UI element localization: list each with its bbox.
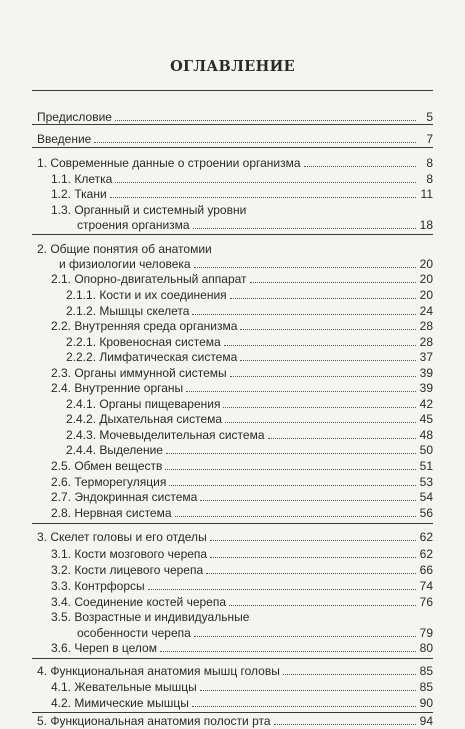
- toc-entry-text: Предисловие: [37, 110, 112, 124]
- toc-entry-section: [51, 318, 433, 334]
- toc-entry-section: [51, 679, 433, 695]
- toc-entry-page: 62: [419, 547, 433, 561]
- toc-entry-chapter-3: [37, 529, 433, 545]
- toc-entry-introduction: [37, 131, 433, 147]
- toc-entry-subsection: [66, 396, 433, 412]
- toc-entry-section: [51, 562, 433, 578]
- toc-entry-page: 20: [419, 272, 433, 286]
- toc-entry-page: 66: [419, 563, 433, 577]
- toc-entry-text: 2.1.1. Кости и их соединения: [66, 288, 227, 302]
- toc-entry-page: 11: [420, 187, 433, 201]
- toc-entry-text: 2.1. Опорно-двигательный аппарат: [51, 272, 247, 286]
- toc-entry-text: 5. Функциональная анатомия полости рта: [37, 714, 271, 728]
- toc-entry-section: [51, 171, 433, 187]
- toc-entry-section: [51, 380, 433, 396]
- toc-entry-text: 1.3. Органный и системный уровни: [51, 203, 247, 217]
- toc-entry-text: 4.1. Жевательные мышцы: [51, 680, 197, 694]
- toc-entry-page: 20: [419, 288, 433, 302]
- toc-entry-page: 39: [419, 381, 433, 395]
- toc-entry-text: 2.6. Терморегуляция: [51, 475, 167, 489]
- toc-entry-text: 2.7. Эндокринная система: [51, 490, 198, 504]
- toc-entry-text: 3.1. Кости мозгового черепа: [51, 547, 208, 561]
- toc-entry-section: [51, 578, 433, 594]
- toc-entry-section: [51, 365, 433, 381]
- toc-entry-text: 2.4.2. Дыхательная система: [66, 412, 223, 426]
- divider: [32, 124, 433, 125]
- toc-entry-text: 4.2. Мимические мышцы: [51, 696, 189, 710]
- toc-entry-text: 2.2. Внутренняя среда организма: [51, 319, 238, 333]
- toc-entry-section: [51, 271, 433, 287]
- toc-entry-text: Введение: [37, 132, 92, 146]
- toc-entry-text: 2.4. Внутренние органы: [51, 381, 184, 395]
- toc-entry-page: 5: [426, 110, 433, 124]
- toc-entry-page: 56: [419, 506, 433, 520]
- toc-entry-page: 8: [426, 172, 433, 186]
- toc-entry-page: 8: [426, 156, 433, 170]
- divider: [32, 234, 433, 235]
- toc-entry-text: 1. Современные данные о строении организма: [37, 156, 301, 170]
- toc-entry-text: особенности черепа: [77, 626, 191, 640]
- toc-entry-page: 76: [419, 595, 433, 609]
- toc-entry-page: 28: [419, 319, 433, 333]
- toc-entry-text: 3.2. Кости лицевого черепа: [51, 563, 204, 577]
- toc-entry-subsection: [66, 442, 433, 458]
- toc-entry-section: [77, 625, 433, 641]
- toc-entry-subsection: [66, 303, 433, 319]
- toc-entry-section: [51, 505, 433, 521]
- toc-entry-page: 85: [419, 664, 433, 678]
- toc-entry-page: 39: [419, 366, 433, 380]
- toc-entry-subsection: [66, 411, 433, 427]
- toc-entry-text: 2.4.1. Органы пищеварения: [66, 397, 221, 411]
- toc-entry-text: 2.5. Обмен веществ: [51, 459, 163, 473]
- toc-entry-section: [51, 186, 433, 202]
- toc-entry-page: 54: [419, 490, 433, 504]
- toc-entry-text: 3.4. Соединение костей черепа: [51, 595, 227, 609]
- toc-entry-subsection: [66, 349, 433, 365]
- toc-entry-page: 90: [419, 696, 433, 710]
- toc-entry-text: 2. Общие понятия об анатомии: [37, 242, 212, 256]
- toc-entry-subsection: [66, 427, 433, 443]
- toc-entry-subsection: [66, 287, 433, 303]
- toc-entry-section: [51, 458, 433, 474]
- toc-entry-page: 42: [419, 397, 433, 411]
- toc-entry-page: 51: [419, 459, 433, 473]
- toc-entry-text: 3.6. Череп в целом: [51, 641, 157, 655]
- divider: [32, 523, 433, 524]
- toc-entry-page: 53: [419, 475, 433, 489]
- toc-entry-text: 2.4.3. Мочевыделительная система: [66, 428, 265, 442]
- toc-entry-chapter-1: [37, 155, 433, 171]
- toc-entry-page: 85: [419, 680, 433, 694]
- toc-entry-page: 80: [419, 641, 433, 655]
- divider: [32, 658, 433, 659]
- toc-entry-text: 2.1.2. Мышцы скелета: [66, 304, 190, 318]
- toc-entry-section: [51, 640, 433, 656]
- toc-entry-page: 74: [419, 579, 433, 593]
- toc-entry-section: [51, 594, 433, 610]
- page-title: ОГЛАВЛЕНИЕ: [170, 58, 295, 75]
- toc-entry-section: [51, 474, 433, 490]
- toc-entry-text: 3.3. Контрфорсы: [51, 579, 145, 593]
- toc-entry-text: 2.4.4. Выделение: [66, 443, 163, 457]
- toc-entry-chapter-2: [59, 256, 433, 272]
- toc-entry-section: [51, 546, 433, 562]
- toc-entry-page: 45: [419, 412, 433, 426]
- toc-entry-page: 28: [419, 335, 433, 349]
- toc-entry-page: 18: [419, 218, 433, 232]
- toc-entry-text: 2.3. Органы иммунной системы: [51, 366, 227, 380]
- toc-entry-page: 37: [419, 350, 433, 364]
- toc-entry-page: 20: [419, 257, 433, 271]
- toc-entry-page: 24: [419, 304, 433, 318]
- toc-entry-preface: [37, 109, 433, 125]
- toc-entry-subsection: [66, 334, 433, 350]
- toc-entry-section: [51, 489, 433, 505]
- toc-entry-section: [77, 217, 433, 233]
- divider: [32, 147, 433, 148]
- divider: [32, 90, 433, 91]
- toc-entry-chapter-5: [37, 713, 433, 729]
- toc-entry-text: 3.5. Возрастные и индивидуальные: [51, 610, 250, 624]
- toc-entry-text: 4. Функциональная анатомия мышц головы: [37, 664, 280, 678]
- toc-entry-page: 79: [419, 626, 433, 640]
- toc-entry-text: 1.1. Клетка: [51, 172, 113, 186]
- toc-entry-section: [51, 695, 433, 711]
- toc-entry-text: и физиологии человека: [59, 257, 191, 271]
- toc-entry-text: 2.8. Нервная система: [51, 506, 172, 520]
- toc-entry-text: 1.2. Ткани: [51, 187, 107, 201]
- toc-entry-page: 48: [419, 428, 433, 442]
- toc-entry-page: 94: [419, 714, 433, 728]
- toc-entry-text: строения организма: [77, 218, 190, 232]
- toc-entry-text: 3. Скелет головы и его отделы: [37, 530, 207, 544]
- toc-entry-chapter-4: [37, 663, 433, 679]
- toc-entry-page: 50: [419, 443, 433, 457]
- toc-entry-text: 2.2.2. Лимфатическая система: [66, 350, 238, 364]
- toc-entry-page: 62: [419, 530, 433, 544]
- toc-entry-page: 7: [426, 132, 433, 146]
- toc-entry-text: 2.2.1. Кровеносная система: [66, 335, 221, 349]
